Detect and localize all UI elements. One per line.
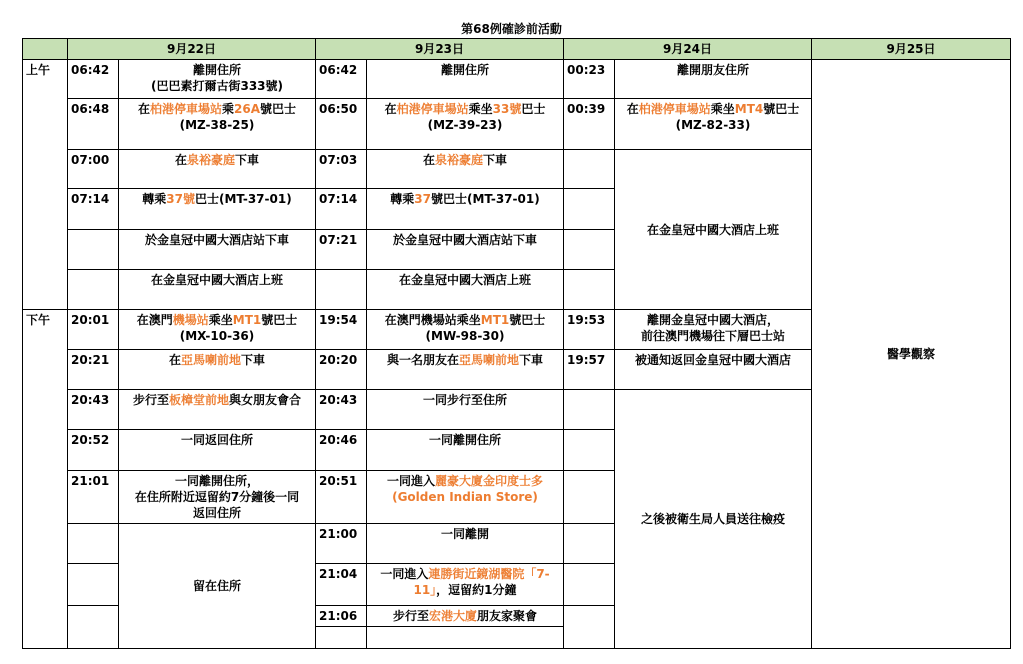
time-cell: 20:46: [316, 430, 367, 471]
activity-cell: [367, 564, 564, 606]
activity-text: 號巴士: [260, 102, 297, 116]
location-highlight: 泉裕豪庭: [186, 153, 235, 167]
activity-cell: 在金皇冠中國大酒店上班: [367, 270, 564, 310]
activity-text: 在澳門: [136, 313, 173, 327]
activity-text: 在: [384, 102, 397, 116]
page-title: 第68例確診前活動: [461, 22, 562, 36]
activity-text: 在: [626, 102, 639, 116]
time-cell: 06:42: [68, 60, 119, 99]
activity-cell: [119, 189, 316, 230]
activity-text: (MZ-82-33): [675, 118, 751, 132]
period-pm: 下午: [23, 310, 68, 649]
activity-cell: [119, 60, 316, 99]
activity-cell: 離開住所: [367, 60, 564, 99]
activity-table: [22, 38, 1011, 649]
activity-text: 下車: [483, 153, 508, 167]
activity-text: 乘坐: [208, 313, 233, 327]
activity-text: 前往澳門機場往下層巴士站: [640, 329, 785, 343]
activity-text: (MZ-39-23): [427, 118, 503, 132]
activity-cell: 被通知返回金皇冠中國大酒店: [615, 350, 812, 390]
activity-text: 離開住所: [192, 63, 241, 77]
activity-text: ，逗留約1分鐘: [436, 583, 517, 597]
header-blank: [23, 39, 68, 60]
activity-text: (MZ-38-25): [179, 118, 255, 132]
header-sep23: 9月23日: [316, 39, 564, 60]
location-highlight: 亞馬喇前地: [180, 353, 241, 367]
activity-cell: [367, 189, 564, 230]
time-cell: [564, 189, 615, 230]
time-cell: 07:00: [68, 150, 119, 189]
time-cell: 20:21: [68, 350, 119, 390]
activity-cell: [367, 99, 564, 150]
location-highlight: 柏港停車場站: [396, 102, 469, 116]
bus-highlight: MT4: [734, 102, 764, 116]
bus-highlight: 37: [414, 192, 431, 206]
time-cell: [564, 606, 615, 649]
time-cell: 00:39: [564, 99, 615, 150]
time-cell: [68, 230, 119, 270]
time-cell: 20:51: [316, 471, 367, 524]
activity-cell: 之後被衛生局人員送往檢疫: [615, 390, 812, 649]
location-highlight: 宏港大廈: [428, 609, 477, 623]
time-cell: 21:00: [316, 524, 367, 564]
bus-highlight: MT1: [480, 313, 510, 327]
activity-cell: [367, 606, 564, 627]
activity-text: 下車: [235, 153, 260, 167]
activity-text: 在: [422, 153, 435, 167]
time-cell: [564, 270, 615, 310]
activity-text: 一同離開住所，: [174, 474, 259, 488]
time-cell: 20:43: [68, 390, 119, 430]
activity-text: 一同進入: [386, 474, 435, 488]
activity-text: (MW-98-30): [425, 329, 505, 343]
activity-cell: [367, 310, 564, 350]
time-cell: 20:43: [316, 390, 367, 430]
activity-text: 號巴士(MT-37-01): [431, 192, 540, 206]
activity-text: (MX-10-36): [179, 329, 255, 343]
activity-text: 乘坐: [710, 102, 735, 116]
activity-cell: [119, 390, 316, 430]
header-sep24: 9月24日: [564, 39, 812, 60]
activity-text: 步行至: [132, 393, 169, 407]
activity-cell: [615, 310, 812, 350]
activity-text: 返回住所: [192, 506, 241, 520]
activity-cell: [119, 150, 316, 189]
activity-text: 步行至: [392, 609, 429, 623]
location-highlight: 亞馬喇前地: [458, 353, 519, 367]
bus-highlight: MT1: [232, 313, 262, 327]
activity-cell: [367, 150, 564, 189]
location-highlight: 柏港停車場站: [149, 102, 222, 116]
activity-text: 轉乘: [142, 192, 167, 206]
time-cell: 06:50: [316, 99, 367, 150]
activity-cell: 一同返回住所: [119, 430, 316, 471]
activity-cell: 一同離開住所: [367, 430, 564, 471]
time-cell: [68, 270, 119, 310]
activity-cell: [367, 471, 564, 524]
activity-text: 與女朋友會合: [229, 393, 302, 407]
activity-text: 朋友家聚會: [477, 609, 538, 623]
time-cell: 20:52: [68, 430, 119, 471]
activity-text: 乘: [222, 102, 235, 116]
location-highlight: 柏港停車場站: [638, 102, 711, 116]
activity-text: 離開金皇冠中國大酒店，: [646, 313, 779, 327]
time-cell: 21:01: [68, 471, 119, 524]
location-highlight: 泉裕豪庭: [434, 153, 483, 167]
time-cell: 21:04: [316, 564, 367, 606]
location-highlight: 11」: [413, 583, 437, 597]
activity-cell: 在金皇冠中國大酒店上班: [615, 150, 812, 310]
activity-cell: 在金皇冠中國大酒店上班: [119, 270, 316, 310]
activity-text: 在: [137, 102, 150, 116]
time-cell: 20:20: [316, 350, 367, 390]
time-cell: [68, 606, 119, 649]
activity-text: 在: [168, 353, 181, 367]
activity-text: 乘坐: [468, 102, 493, 116]
activity-cell: 於金皇冠中國大酒店站下車: [119, 230, 316, 270]
activity-text: 號巴士: [509, 313, 546, 327]
time-cell: 07:21: [316, 230, 367, 270]
location-highlight: (Golden Indian Store): [392, 490, 538, 504]
time-cell: [564, 524, 615, 564]
time-cell: [68, 564, 119, 606]
time-cell: [316, 270, 367, 310]
time-cell: 07:14: [316, 189, 367, 230]
header-sep25: 9月25日: [812, 39, 1011, 60]
time-cell: [316, 627, 367, 649]
bus-highlight: 37號: [166, 192, 195, 206]
time-cell: 19:54: [316, 310, 367, 350]
location-highlight: 板樟堂前地: [168, 393, 229, 407]
time-cell: [564, 150, 615, 189]
time-cell: 07:14: [68, 189, 119, 230]
activity-text: 巴士: [521, 102, 546, 116]
activity-cell: [119, 99, 316, 150]
activity-cell: [615, 99, 812, 150]
time-cell: 06:48: [68, 99, 119, 150]
time-cell: [564, 430, 615, 471]
time-cell: [564, 471, 615, 524]
time-cell: 21:06: [316, 606, 367, 627]
activity-text: 號巴士: [763, 102, 800, 116]
time-cell: [564, 390, 615, 430]
time-cell: [564, 564, 615, 606]
time-cell: 19:57: [564, 350, 615, 390]
activity-text: 在: [174, 153, 187, 167]
activity-cell: 一同離開: [367, 524, 564, 564]
location-highlight: 連勝街近鏡湖醫院「7-: [428, 567, 550, 581]
location-highlight: 麗豪大廈金印度士多: [435, 474, 544, 488]
header-sep22: 9月22日: [68, 39, 316, 60]
period-am: 上午: [23, 60, 68, 310]
location-highlight: 機場站: [172, 313, 209, 327]
time-cell: 20:01: [68, 310, 119, 350]
activity-text: (巴巴素打爾古街333號): [150, 79, 284, 93]
activity-text: 在澳門機場站乘坐: [384, 313, 481, 327]
activity-cell: [367, 350, 564, 390]
bus-highlight: 33號: [492, 102, 522, 116]
activity-cell: 一同步行至住所: [367, 390, 564, 430]
time-cell: [68, 524, 119, 564]
activity-cell: [119, 310, 316, 350]
activity-text: 一同進入: [380, 567, 429, 581]
activity-cell: [119, 350, 316, 390]
activity-text: 在住所附近逗留約7分鐘後一同: [134, 490, 300, 504]
activity-text: 巴士(MT-37-01): [195, 192, 292, 206]
time-cell: 07:03: [316, 150, 367, 189]
time-cell: 19:53: [564, 310, 615, 350]
activity-cell: 於金皇冠中國大酒店站下車: [367, 230, 564, 270]
activity-text: 號巴士: [261, 313, 298, 327]
observation-cell: 醫學觀察: [812, 60, 1011, 649]
activity-cell: [119, 471, 316, 524]
time-cell: 06:42: [316, 60, 367, 99]
activity-text: 下車: [241, 353, 266, 367]
time-cell: 00:23: [564, 60, 615, 99]
table-row: [23, 60, 1011, 99]
activity-text: 與一名朋友在: [386, 353, 459, 367]
activity-cell: [367, 627, 564, 649]
activity-cell: 離開朋友住所: [615, 60, 812, 99]
activity-text: 下車: [519, 353, 544, 367]
time-cell: [564, 230, 615, 270]
header-row: [23, 39, 1011, 60]
activity-cell: 留在住所: [119, 524, 316, 649]
bus-highlight: 26A: [234, 102, 261, 116]
activity-text: 轉乘: [390, 192, 415, 206]
